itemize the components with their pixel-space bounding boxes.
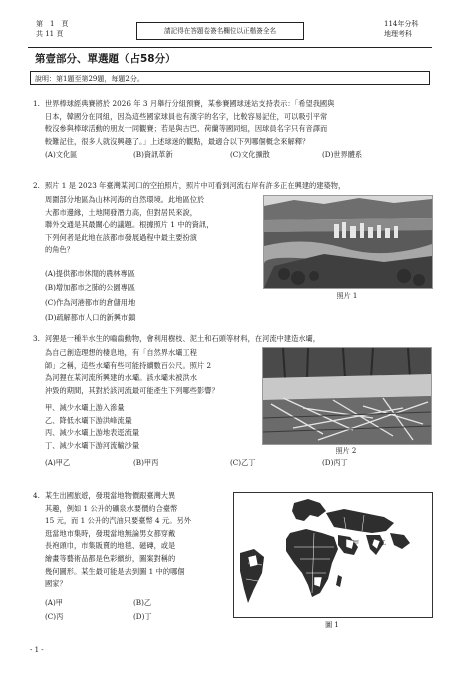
q4-stem xyxy=(45,490,230,591)
q2-option-d: (D)疏解都市人口的新興市鎮 xyxy=(45,313,136,322)
map-label-yi: 乙 xyxy=(380,540,387,547)
q2-number: 2. xyxy=(33,181,40,190)
page-total-line: 共 11 頁 xyxy=(36,30,64,38)
header-divider xyxy=(28,47,432,48)
q3-option-b: (B)甲丙 xyxy=(133,458,159,467)
q4-number: 4. xyxy=(33,491,40,500)
q4-option-a: (A)甲 xyxy=(45,598,63,607)
q1-line: 世界棒球經典賽將於 2026 年 3 月舉行分組預賽，某參賽國球迷站支持表示：「希望我國與 xyxy=(45,99,335,108)
exam-year: 114年分科 xyxy=(384,20,419,28)
q4-option-d: (D)丁 xyxy=(133,612,152,621)
q3-statement-jia: 甲、減少水壩上游入滲量 xyxy=(45,403,125,412)
exam-title xyxy=(384,19,418,39)
q2-option-a: (A)提供都市休閒的農林專區 xyxy=(45,269,135,278)
figure-1-map-image xyxy=(234,493,432,617)
page-counter xyxy=(36,19,68,39)
q4-line: 其趣，例如 1 公升的礦泉水要價約合臺幣 xyxy=(45,503,178,513)
q3-line: 為河狸在某河流所興建的水壩。該水壩未被洪水 xyxy=(45,373,197,383)
q3-stem xyxy=(45,347,260,397)
q3-line: 沖毀的期間，其對於該河流最可能產生下列哪些影響？ xyxy=(45,385,219,395)
q1-stem xyxy=(45,98,440,148)
section-title: 第壹部分、單選題（占58分） xyxy=(35,53,176,65)
q3-statements xyxy=(45,402,260,452)
photo-1-caption: 照片 1 xyxy=(336,292,358,300)
q2-line: 聯外交通是其最關心的議題。根據照片 1 中的資訊， xyxy=(45,220,214,230)
q4-line: 國家？ xyxy=(45,579,67,589)
q1-option-b: (B)資訊革新 xyxy=(133,150,173,159)
q2-option-b: (B)增加都市之肺的公園專區 xyxy=(45,283,135,292)
map-label-bing: 丙 xyxy=(258,557,265,564)
exam-subject: 地理考科 xyxy=(384,30,412,38)
map-label-ding: 丁 xyxy=(322,578,329,585)
q3-line: 為自己創造理想的棲息地，有「自然界水壩工程 xyxy=(45,348,197,357)
q1-line: 較難記住，很多人就沒興趣了。」上述球迷的觀點，最適合以下列哪個概念來解釋？ xyxy=(45,136,310,146)
q2-line1: 照片 1 是 2023 年臺灣某河口的空拍照片，照片中可看到河流右岸有許多正在興建的建築物， xyxy=(45,181,346,190)
q4-line: 15 元，而 1 公升的汽油只要臺幣 4 元。另外 xyxy=(45,516,191,526)
q1-option-c: (C)文化擴散 xyxy=(230,150,270,159)
q1-number: 1. xyxy=(33,99,40,108)
q1-line: 較沒參與棒球活動的朋友一同觀賽；若是與古巴、荷蘭等國同組，因球員名字只有音譯而 xyxy=(45,124,328,134)
q4-line: 繪畫等藝術品都是色彩繽紛，圖案對稱的 xyxy=(45,553,176,563)
q4-line: 逛當地市集時，發現當地無論男女都穿戴 xyxy=(45,528,176,538)
q4-line: 幾何圖形。某生最可能是去到圖 1 中的哪個 xyxy=(45,566,185,576)
q1-option-d: (D)世界體系 xyxy=(322,150,363,159)
figure-1-world-map xyxy=(233,492,433,618)
q3-line1: 河狸是一種半水生的嚙齒動物，會利用樹枝、泥土和石頭等材料，在河流中建造水壩， xyxy=(45,334,321,343)
q2-stem xyxy=(45,194,260,257)
q2-line: 大都市邊緣，土地開發潛力高，但對居民來說， xyxy=(45,207,197,217)
photo-2-beaver-dam xyxy=(262,347,432,445)
q3-statement-bing: 丙、減少水壩上游地表逕流量 xyxy=(45,428,140,438)
page-number-line: 第 1 頁 xyxy=(36,20,69,28)
photo-2-image xyxy=(263,348,431,444)
photo-1-river-mouth xyxy=(263,195,433,289)
section-note: 說明：第1題至第29題，每題2分。 xyxy=(30,71,430,85)
q3-statement-ding: 丁、減少水壩下游河流輸沙量 xyxy=(45,440,140,450)
q2-option-c: (C)作為河港都市的倉儲用地 xyxy=(45,298,136,307)
figure-1-caption: 圖 1 xyxy=(325,621,339,629)
q3-number: 3. xyxy=(33,334,40,343)
photo-1-image xyxy=(264,196,432,288)
q3-line: 師」之稱，這些水壩有些可能持續數百公尺。照片 2 xyxy=(45,360,212,370)
page-footer-number: - 1 - xyxy=(30,646,44,654)
q3-statement-yi: 乙、降低水壩下游洪峰流量 xyxy=(45,415,132,425)
q3-option-d: (D)丙丁 xyxy=(322,458,348,467)
photo-2-caption: 照片 2 xyxy=(335,447,357,455)
q4-option-c: (C)丙 xyxy=(45,612,64,621)
q2-line: 周圍部分地區為山林河海的自然環境。此地區位於 xyxy=(45,195,205,204)
q1-line: 日本，韓國分在同組，因為這些國家球員也有漢字的名字，比較容易記住，可以吸引平常 xyxy=(45,111,328,121)
q4-line: 某生出國旅遊，發現當地物價跟臺灣大異 xyxy=(45,491,176,500)
q3-option-c: (C)乙丁 xyxy=(230,458,256,467)
map-label-jia: 甲 xyxy=(353,540,360,547)
q3-option-a: (A)甲乙 xyxy=(45,458,71,467)
q1-option-a: (A)文化區 xyxy=(45,150,78,159)
q4-option-b: (B)乙 xyxy=(133,598,152,607)
q2-line: 下列何者是此地在該都市發展過程中最主要扮演 xyxy=(45,232,197,242)
signature-notice: 請記得在答題卷簽名欄位以正楷簽全名 xyxy=(136,22,304,40)
q4-line: 長袍頭巾，市集販賣的地毯、磁磚，或是 xyxy=(45,541,176,551)
q2-line: 的角色？ xyxy=(45,245,74,255)
